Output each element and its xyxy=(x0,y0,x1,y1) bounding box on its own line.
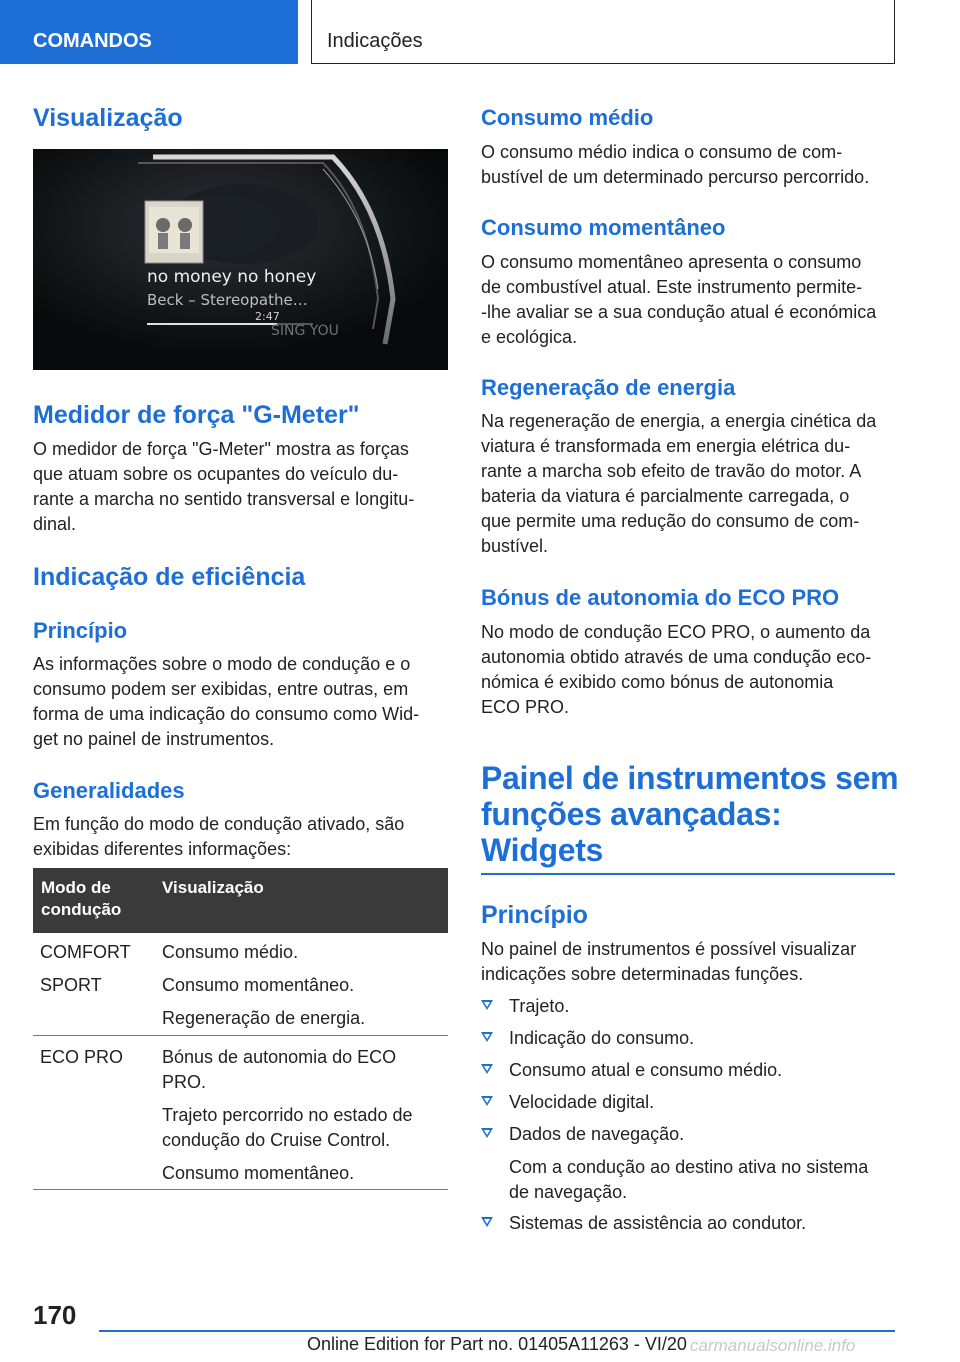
table-row2-modes xyxy=(40,1045,123,1070)
heading-consumo-momentaneo: Consumo momentâneo xyxy=(481,215,726,240)
text-line: consumo podem ser exibidas, entre outras, em xyxy=(33,679,409,699)
text-line: forma de uma indicação do consumo como Wid‐ xyxy=(33,704,420,724)
heading-consumo-medio: Consumo médio xyxy=(481,105,654,130)
text-line: No modo de condução ECO PRO, o aumento da xyxy=(481,622,871,642)
text-line: Bónus de autonomia do ECO xyxy=(162,1047,397,1067)
text-line: exibidas diferentes informações: xyxy=(33,839,292,859)
text-line: O consumo momentâneo apresenta o consumo xyxy=(481,252,862,272)
principio-2-text xyxy=(481,937,901,987)
text-line: ECO PRO. xyxy=(481,697,570,717)
consumo-medio-text xyxy=(481,140,901,190)
table-row2-items xyxy=(162,1045,447,1186)
gmeter-text xyxy=(33,437,453,537)
song-time: 2:47 xyxy=(255,310,280,323)
list-item-text: Consumo atual e consumo médio. xyxy=(509,1060,783,1080)
heading-visualizacao: Visualização xyxy=(33,104,183,132)
principio-text xyxy=(33,652,453,752)
table-header xyxy=(33,868,448,933)
heading-line: Painel de instrumentos sem xyxy=(481,760,899,796)
header-line: condução xyxy=(41,900,122,919)
heading-underline xyxy=(481,873,895,875)
text-line: que permite uma redução do consumo de com‐ xyxy=(481,511,860,531)
text-line: indicações sobre determinadas funções. xyxy=(481,964,804,984)
text-line: O consumo médio indica o consumo de com‐ xyxy=(481,142,843,162)
heading-generalidades: Generalidades xyxy=(33,778,185,803)
text-line: de combustível atual. Este instrumento permite‐ xyxy=(481,277,863,297)
heading-regeneracao: Regeneração de energia xyxy=(481,375,736,400)
text-line: nómica é exibido como bónus de autonomia xyxy=(481,672,834,692)
bullet-triangle-icon xyxy=(481,1064,493,1074)
topic-tab xyxy=(311,0,895,64)
cluster-illustration xyxy=(33,149,448,370)
footer-rule xyxy=(99,1330,895,1332)
text-line: de navegação. xyxy=(509,1182,628,1202)
bullet-triangle-icon xyxy=(481,1128,493,1138)
display-item: Regeneração de energia. xyxy=(162,1008,366,1028)
list-item-text: Velocidade digital. xyxy=(509,1092,655,1112)
bullet-triangle-icon xyxy=(481,1217,493,1227)
heading-eficiencia: Indicação de eficiência xyxy=(33,563,306,591)
song-title: no money no honey xyxy=(147,267,317,287)
list-item-text: Sistemas de assistência ao condutor. xyxy=(509,1213,807,1233)
consumo-momentaneo-text xyxy=(481,250,901,350)
generalidades-text xyxy=(33,812,453,862)
song-artist: Beck – Stereopathe… xyxy=(147,291,308,309)
text-line: dinal. xyxy=(33,514,77,534)
text-line: que atuam sobre os ocupantes do veículo du‐ xyxy=(33,464,399,484)
text-line: autonomia obtido através de uma condução eco‐ xyxy=(481,647,872,667)
heading-bonus: Bónus de autonomia do ECO PRO xyxy=(481,585,840,610)
heading-principio-2: Princípio xyxy=(481,901,588,929)
mode-label: ECO PRO xyxy=(40,1047,124,1067)
table-bottom-rule xyxy=(33,1189,448,1190)
table-col-display-header: Visualização xyxy=(162,878,264,897)
watermark: carmanualsonline.info xyxy=(690,1336,856,1355)
heading-painel xyxy=(481,760,901,868)
overlay-text: SING YOU xyxy=(271,323,339,339)
display-item xyxy=(162,1103,447,1153)
text-line: Com a condução ao destino ativa no sistema xyxy=(509,1157,869,1177)
bullet-triangle-icon xyxy=(481,1096,493,1106)
heading-line: Widgets xyxy=(481,832,604,868)
display-item: Consumo médio. xyxy=(162,942,299,962)
table-row1-modes xyxy=(40,940,131,998)
text-line: condução do Cruise Control. xyxy=(162,1130,391,1150)
text-line: bustível de um determinado percurso percorrido. xyxy=(481,167,870,187)
text-line: No painel de instrumentos é possível visualizar xyxy=(481,939,857,959)
display-item xyxy=(162,1045,447,1095)
bonus-text xyxy=(481,620,901,720)
text-line: rante a marcha sob efeito de travão do motor. A xyxy=(481,461,862,481)
list-item-text: Dados de navegação. xyxy=(509,1124,685,1144)
text-line: bateria da viatura é parcialmente carregada, o xyxy=(481,486,850,506)
bullet-triangle-icon xyxy=(481,1032,493,1042)
table-col-mode-header xyxy=(41,877,121,921)
page-number: 170 xyxy=(33,1300,77,1330)
text-line: Consumo momentâneo. xyxy=(162,1163,355,1183)
text-line: viatura é transformada em energia elétrica du‐ xyxy=(481,436,851,456)
text-line: Em função do modo de condução ativado, são xyxy=(33,814,405,834)
display-item xyxy=(162,1161,447,1186)
heading-principio: Princípio xyxy=(33,618,128,643)
navigation-note xyxy=(509,1155,909,1205)
text-line: Na regeneração de energia, a energia cinética da xyxy=(481,411,877,431)
text-line: As informações sobre o modo de condução e o xyxy=(33,654,411,674)
display-item: Consumo momentâneo. xyxy=(162,975,355,995)
heading-line: funções avançadas: xyxy=(481,796,782,832)
instrument-cluster-image xyxy=(33,149,448,370)
text-line: bustível. xyxy=(481,536,549,556)
table-row1-items xyxy=(162,940,447,1031)
text-line: e ecológica. xyxy=(481,327,578,347)
section-label: COMANDOS xyxy=(33,30,152,52)
text-line: rante a marcha no sentido transversal e longitu‐ xyxy=(33,489,415,509)
heading-gmeter: Medidor de força "G-Meter" xyxy=(33,401,360,429)
list-item-text: Trajeto. xyxy=(509,996,570,1016)
header-line: Modo de xyxy=(41,878,111,897)
footer-edition: Online Edition for Part no. 01405A11263 - VI/20 xyxy=(307,1334,687,1354)
list-item-text: Indicação do consumo. xyxy=(509,1028,695,1048)
text-line: PRO. xyxy=(162,1072,207,1092)
regeneracao-text xyxy=(481,409,901,559)
text-line: O medidor de força "G-Meter" mostra as forças xyxy=(33,439,409,459)
mode-label: SPORT xyxy=(40,975,102,995)
text-line: get no painel de instrumentos. xyxy=(33,729,275,749)
section-tab xyxy=(0,0,298,64)
text-line: Trajeto percorrido no estado de xyxy=(162,1105,413,1125)
mode-label: COMFORT xyxy=(40,942,131,962)
bullet-triangle-icon xyxy=(481,1000,493,1010)
table-divider xyxy=(33,1035,448,1036)
topic-label: Indicações xyxy=(327,30,423,52)
text-line: -lhe avaliar se a sua condução atual é económica xyxy=(481,302,877,322)
